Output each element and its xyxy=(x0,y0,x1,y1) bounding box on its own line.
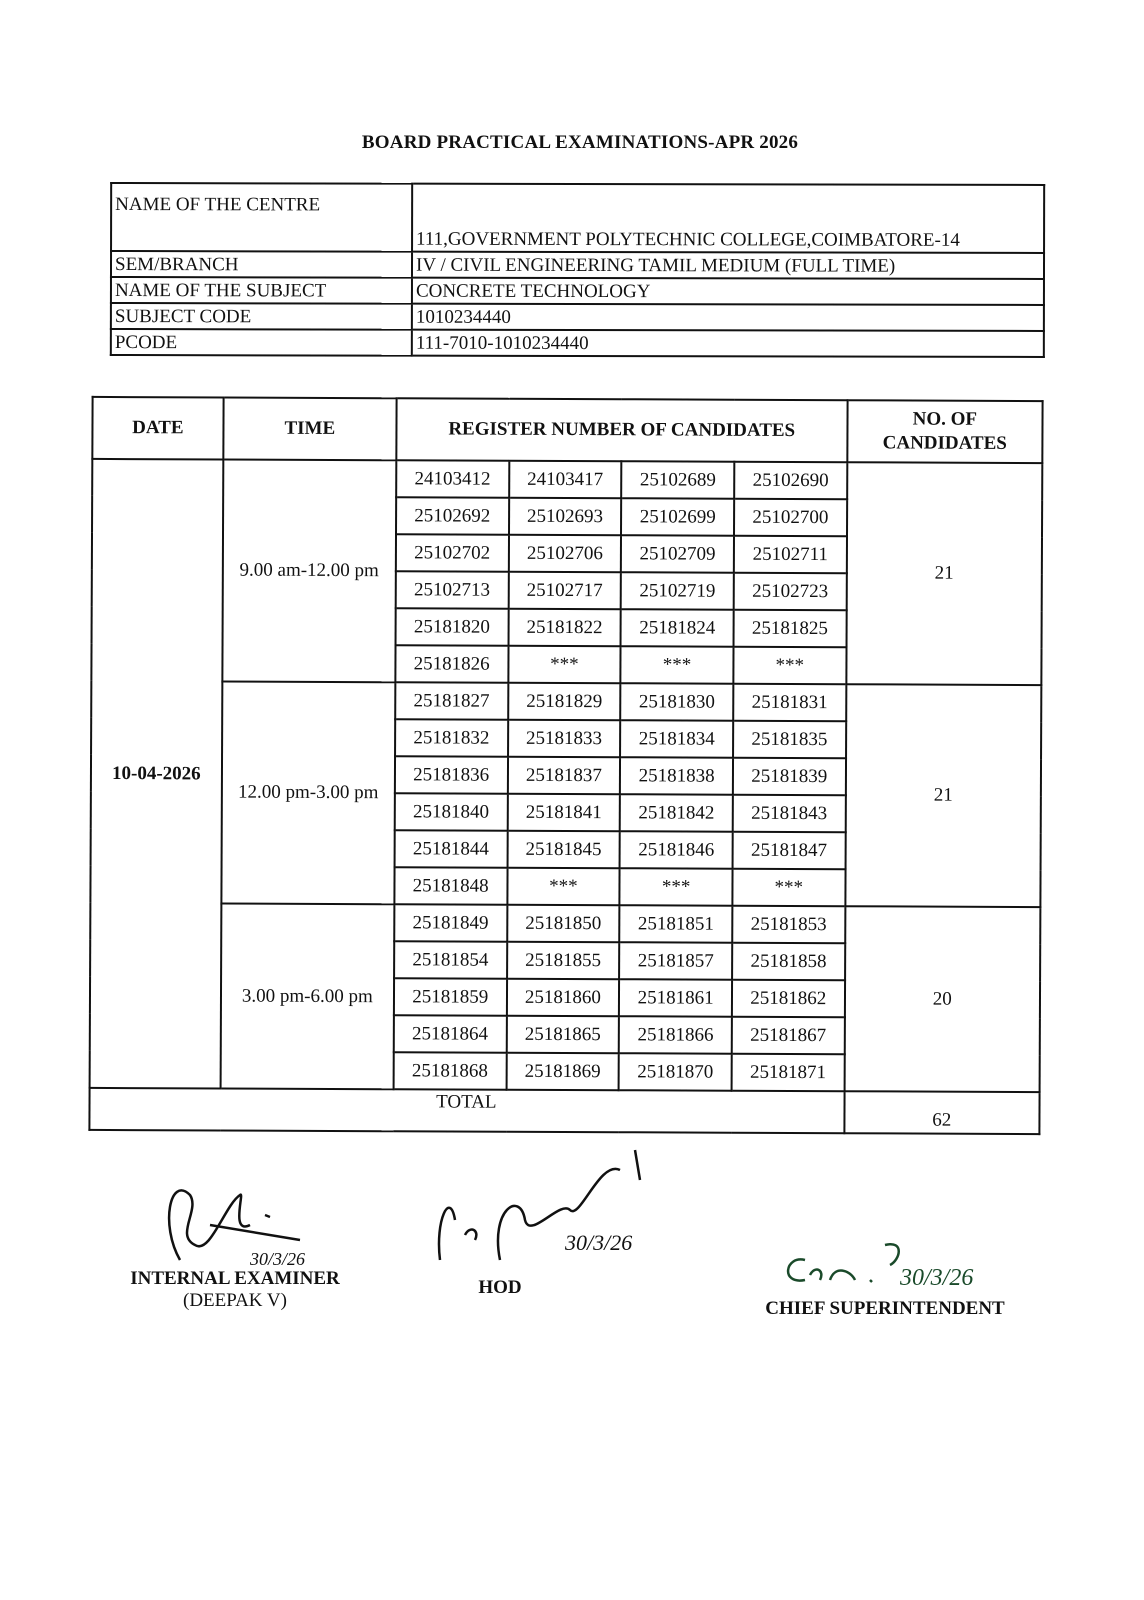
register-number: 25102709 xyxy=(621,535,734,572)
register-number: 25181824 xyxy=(621,609,734,646)
register-number: *** xyxy=(508,646,621,683)
info-label: NAME OF THE CENTRE xyxy=(111,183,412,252)
total-value: 62 xyxy=(844,1091,1039,1134)
register-number: 25181840 xyxy=(395,793,508,830)
register-number: 25102711 xyxy=(734,536,847,573)
date-header: DATE xyxy=(92,397,223,460)
info-row-centre xyxy=(111,183,1044,253)
svg-text:30/3/26: 30/3/26 xyxy=(250,1249,306,1269)
register-number: 25181858 xyxy=(732,943,845,980)
session-time: 9.00 am-12.00 pm xyxy=(222,460,396,683)
register-number: 25102717 xyxy=(508,572,621,609)
register-number: *** xyxy=(620,868,733,905)
svg-text:30/3/26: 30/3/26 xyxy=(565,1230,633,1255)
register-number: 24103412 xyxy=(396,460,509,497)
register-number: 25181826 xyxy=(395,645,508,682)
register-number: 25181841 xyxy=(507,794,620,831)
register-number: 25102692 xyxy=(396,497,509,534)
session-candidate-count: 21 xyxy=(845,684,1041,907)
register-number: 25181825 xyxy=(734,610,847,647)
register-number: 25181834 xyxy=(620,720,733,757)
register-number: 25181855 xyxy=(507,942,620,979)
register-number: 25181837 xyxy=(507,757,620,794)
total-label: TOTAL xyxy=(89,1088,844,1133)
info-value: 1010234440 xyxy=(412,304,1044,331)
register-number: 25181871 xyxy=(732,1054,845,1091)
register-number: 24103417 xyxy=(509,461,622,498)
register-number: 25181850 xyxy=(507,905,620,942)
count-header: NO. OF CANDIDATES xyxy=(847,400,1043,463)
table-row xyxy=(90,903,1040,944)
hod-title: HOD xyxy=(478,1277,522,1298)
register-number: 25181839 xyxy=(733,758,846,795)
register-number: 25181870 xyxy=(619,1053,732,1090)
internal-examiner-name: (DEEPAK V) xyxy=(183,1290,287,1311)
register-number: 25181848 xyxy=(394,867,507,904)
register-number: 25181862 xyxy=(732,980,845,1017)
session-candidate-count: 20 xyxy=(844,906,1040,1092)
register-number: 25181857 xyxy=(619,942,732,979)
register-number: 25102699 xyxy=(621,498,734,535)
register-number: 25181854 xyxy=(394,941,507,978)
info-label: SEM/BRANCH xyxy=(111,251,412,278)
document-title: BOARD PRACTICAL EXAMINATIONS-APR 2026 xyxy=(361,132,799,153)
table-row xyxy=(91,681,1041,722)
chief-superintendent-title: CHIEF SUPERINTENDENT xyxy=(765,1298,1005,1319)
register-number: 25181853 xyxy=(732,906,845,943)
info-label: PCODE xyxy=(111,329,412,356)
hod-signature xyxy=(440,1277,560,1299)
internal-examiner-scribble-icon xyxy=(150,1165,330,1280)
register-number: 25181833 xyxy=(508,720,621,757)
info-row-subject-code xyxy=(111,303,1044,331)
internal-examiner-title: INTERNAL EXAMINER xyxy=(130,1268,340,1289)
register-number: 25102690 xyxy=(734,462,847,499)
exam-date: 10-04-2026 xyxy=(90,459,224,1089)
register-number: 25181867 xyxy=(732,1017,845,1054)
register-number: 25102700 xyxy=(734,499,847,536)
session-time: 3.00 pm-6.00 pm xyxy=(220,903,394,1089)
schedule-body xyxy=(89,459,1042,1134)
schedule-table xyxy=(88,396,1043,1135)
register-number: 25181869 xyxy=(506,1053,619,1090)
info-row-subject xyxy=(111,277,1044,305)
exam-info-table xyxy=(110,182,1045,358)
register-number: 25102713 xyxy=(396,571,509,608)
register-number: *** xyxy=(733,647,846,684)
register-number: 25181861 xyxy=(619,979,732,1016)
session-candidate-count: 21 xyxy=(846,462,1042,685)
register-header: REGISTER NUMBER OF CANDIDATES xyxy=(396,398,847,462)
register-number: 25181844 xyxy=(394,830,507,867)
register-number: *** xyxy=(621,646,734,683)
schedule-header-row xyxy=(92,397,1042,463)
svg-text:30/3/26: 30/3/26 xyxy=(900,1265,974,1291)
register-number: 25181836 xyxy=(395,756,508,793)
register-number: 25181860 xyxy=(507,979,620,1016)
hod-scribble-icon xyxy=(430,1140,670,1280)
register-number: 25102706 xyxy=(508,535,621,572)
info-value: 111,GOVERNMENT POLYTECHNIC COLLEGE,COIMBATORE-14 xyxy=(412,184,1044,253)
register-number: 25181866 xyxy=(619,1016,732,1053)
register-number: *** xyxy=(507,868,620,905)
register-number: 25181847 xyxy=(733,832,846,869)
register-number: 25181843 xyxy=(733,795,846,832)
register-number: 25181830 xyxy=(620,683,733,720)
register-number: 25102723 xyxy=(734,573,847,610)
register-number: 25181831 xyxy=(733,684,846,721)
register-number: 25181820 xyxy=(395,608,508,645)
table-row xyxy=(92,459,1042,500)
register-number: 25102689 xyxy=(621,461,734,498)
total-row xyxy=(89,1088,1039,1134)
register-number: 25181838 xyxy=(620,757,733,794)
info-value: CONCRETE TECHNOLOGY xyxy=(412,278,1044,305)
info-label: NAME OF THE SUBJECT xyxy=(111,277,412,304)
register-number: 25181829 xyxy=(508,683,621,720)
register-number: 25181846 xyxy=(620,831,733,868)
info-label: SUBJECT CODE xyxy=(111,303,412,330)
session-time: 12.00 pm-3.00 pm xyxy=(221,681,395,904)
register-number: 25181849 xyxy=(394,904,507,941)
register-number: 25181835 xyxy=(733,721,846,758)
register-number: 25181859 xyxy=(394,978,507,1015)
register-number: 25102719 xyxy=(621,572,734,609)
register-number: 25181827 xyxy=(395,682,508,719)
register-number: 25181865 xyxy=(506,1016,619,1053)
info-row-sem-branch xyxy=(111,251,1044,279)
register-number: 25181822 xyxy=(508,609,621,646)
register-number: 25181842 xyxy=(620,794,733,831)
register-number: 25102693 xyxy=(509,498,622,535)
chief-superintendent-scribble-icon xyxy=(775,1230,1015,1305)
register-number: 25181868 xyxy=(393,1052,506,1089)
info-value: 111-7010-1010234440 xyxy=(412,330,1044,357)
register-number: 25102702 xyxy=(396,534,509,571)
register-number: 25181851 xyxy=(620,905,733,942)
info-value: IV / CIVIL ENGINEERING TAMIL MEDIUM (FULL TIME) xyxy=(412,252,1044,279)
register-number: *** xyxy=(732,869,845,906)
info-row-pcode xyxy=(111,329,1044,357)
time-header: TIME xyxy=(223,398,396,461)
register-number: 25181832 xyxy=(395,719,508,756)
register-number: 25181864 xyxy=(394,1015,507,1052)
register-number: 25181845 xyxy=(507,831,620,868)
